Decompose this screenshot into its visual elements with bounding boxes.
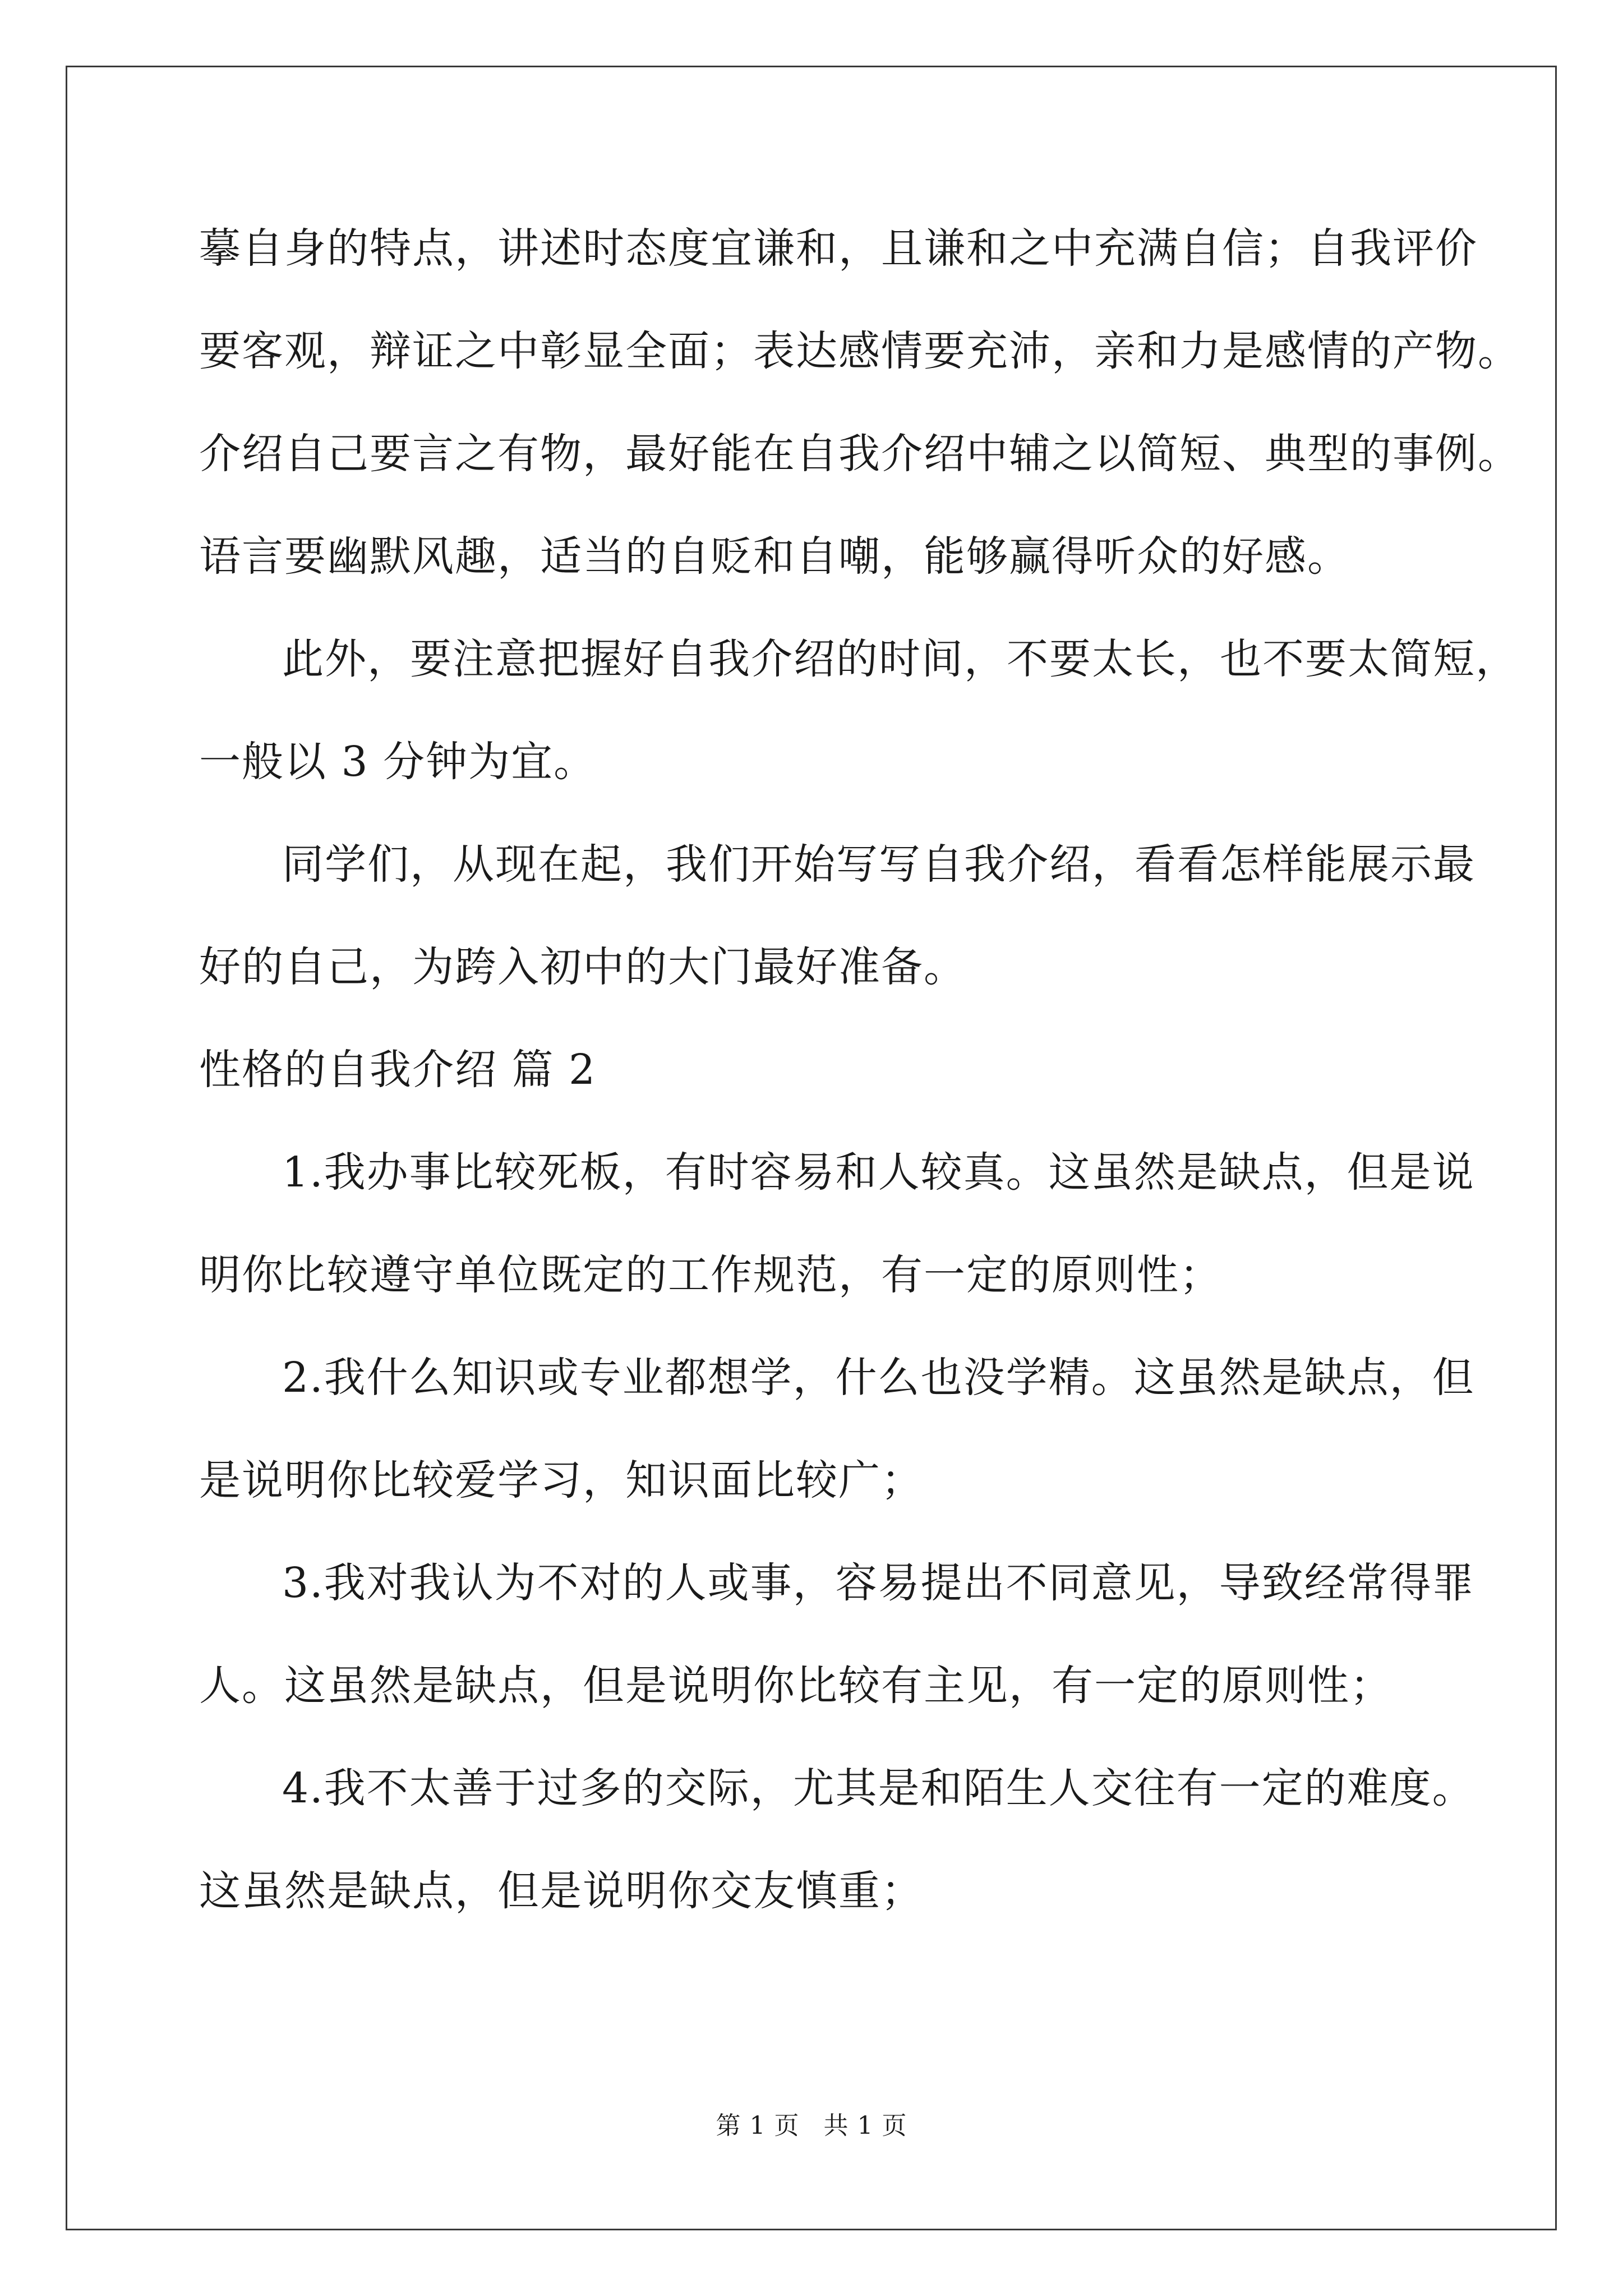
paragraph-2-line-1: 此外，要注意把握好自我介绍的时间，不要太长，也不要太简短， — [282, 635, 1518, 683]
item-4-line-2: 这虽然是缺点，但是说明你交友慎重； — [199, 1867, 924, 1915]
paragraph-2-line-2: 一般以 3 分钟为宜。 — [199, 738, 597, 786]
section-heading: 性格的自我介绍 篇 2 — [199, 1046, 597, 1094]
paragraph-1-line-3: 介绍自己要言之有物，最好能在自我介绍中辅之以简短、典型的事例。 — [199, 430, 1520, 478]
paragraph-1-line-1: 摹自身的特点，讲述时态度宜谦和，且谦和之中充满自信；自我评价 — [199, 224, 1478, 273]
item-3-line-2: 人。这虽然是缺点，但是说明你比较有主见，有一定的原则性； — [199, 1662, 1393, 1710]
paragraph-3-line-1: 同学们，从现在起，我们开始写写自我介绍，看看怎样能展示最 — [282, 840, 1476, 889]
paragraph-3-line-2: 好的自己，为跨入初中的大门最好准备。 — [199, 943, 966, 991]
item-1-line-1: 1.我办事比较死板，有时容易和人较真。这虽然是缺点，但是说 — [282, 1148, 1475, 1197]
item-2-line-2: 是说明你比较爱学习，知识面比较广； — [199, 1456, 924, 1504]
page-footer — [0, 2109, 1623, 2143]
paragraph-1-line-2: 要客观，辩证之中彰显全面；表达感情要充沛，亲和力是感情的产物。 — [199, 327, 1520, 375]
item-3-line-1: 3.我对我认为不对的人或事，容易提出不同意见，导致经常得罪 — [282, 1559, 1475, 1607]
page-total: 共 1 页 — [823, 2111, 907, 2140]
item-4-line-1: 4.我不太善于过多的交际，尤其是和陌生人交往有一定的难度。 — [282, 1764, 1475, 1812]
item-1-line-2: 明你比较遵守单位既定的工作规范，有一定的原则性； — [199, 1251, 1222, 1299]
item-2-line-1: 2.我什么知识或专业都想学，什么也没学精。这虽然是缺点，但 — [282, 1354, 1475, 1402]
page-number: 第 1 页 — [716, 2111, 800, 2140]
paragraph-1-line-4: 语言要幽默风趣，适当的自贬和自嘲，能够赢得听众的好感。 — [199, 532, 1350, 581]
